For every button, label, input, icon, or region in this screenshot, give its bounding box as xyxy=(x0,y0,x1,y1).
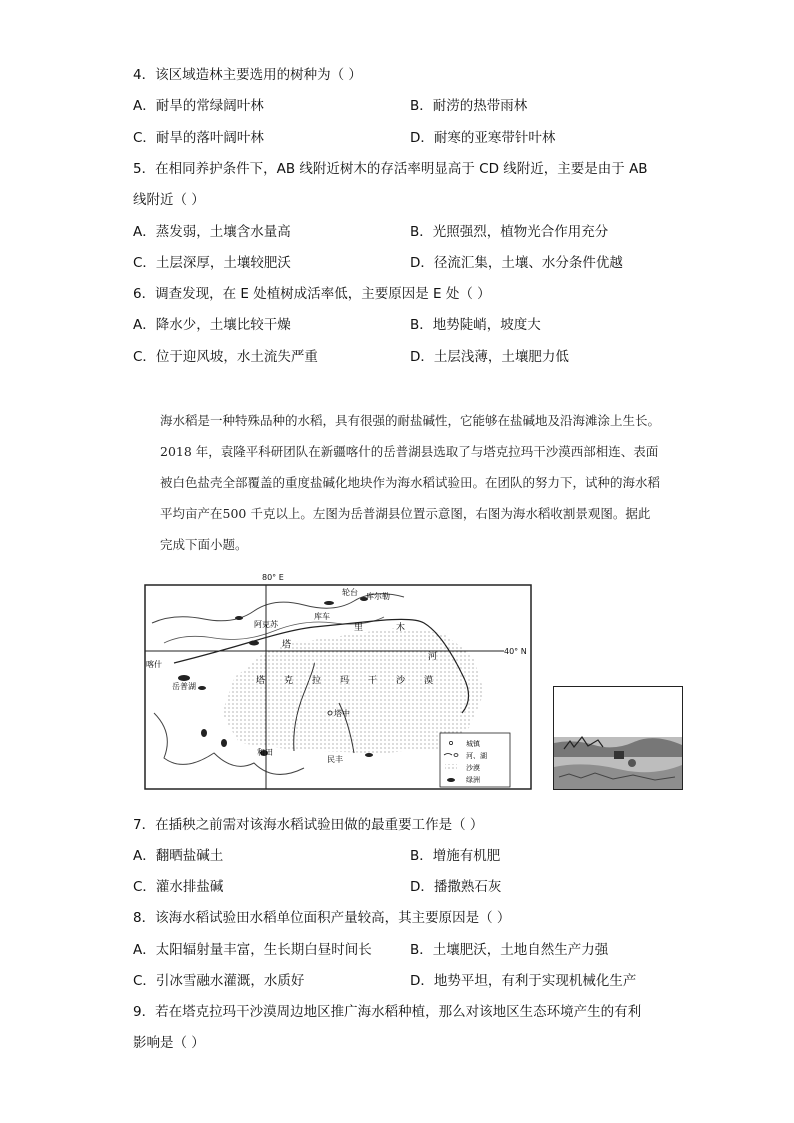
legend-desert-symbol xyxy=(445,764,457,769)
label-minfeng: 民丰 xyxy=(327,755,343,764)
q8-option-c: C．引冰雪融水灌溉，水质好 xyxy=(133,973,305,989)
q6-stem: 6．调查发现，在 E 处植树成活率低，主要原因是 E 处（ ） xyxy=(133,286,491,302)
label-tazhong: 塔中 xyxy=(334,709,350,718)
river-char-3: 木 xyxy=(396,623,406,633)
river-char-2: 里 xyxy=(354,623,364,633)
q6-option-a: A．降水少，土壤比较干燥 xyxy=(133,317,291,333)
q4-option-c: C．耐旱的落叶阔叶林 xyxy=(133,130,264,146)
q5-option-d: D．径流汇集，土壤、水分条件优越 xyxy=(410,255,623,271)
q7-option-b: B．增施有机肥 xyxy=(410,848,501,864)
q5-stem-line1: 5．在相同养护条件下，AB 线附近树木的存活率明显高于 CD 线附近，主要是由于 AB xyxy=(133,161,648,177)
label-yuepuhu: 岳普湖 xyxy=(172,682,196,691)
river-char-4: 河 xyxy=(428,652,438,662)
q4-option-a: A．耐旱的常绿阔叶林 xyxy=(133,98,264,114)
q5-option-c: C．土层深厚，土壤较肥沃 xyxy=(133,255,291,271)
legend-oasis: 绿洲 xyxy=(466,776,480,784)
q9-stem-line1: 9．若在塔克拉玛干沙漠周边地区推广海水稻种植，那么对该地区生态环境产生的有利 xyxy=(133,1004,642,1020)
q9-stem-line2: 影响是（ ） xyxy=(133,1035,205,1051)
desert-char-1: 塔 xyxy=(256,676,266,686)
label-luntai: 轮台 xyxy=(342,588,358,597)
q6-option-b: B．地势陡峭，坡度大 xyxy=(410,317,541,333)
q7-stem: 7．在插秧之前需对该海水稻试验田做的最重要工作是（ ） xyxy=(133,817,484,833)
desert-char-6: 沙 xyxy=(396,676,406,686)
legend-desert: 沙漠 xyxy=(466,764,480,772)
q5-option-b: B．光照强烈，植物光合作用充分 xyxy=(410,224,609,240)
q7-option-d: D．播撒熟石灰 xyxy=(410,879,502,895)
q8-stem: 8．该海水稻试验田水稻单位面积产量较高，其主要原因是（ ） xyxy=(133,910,511,926)
q7-option-c: C．灌水排盐碱 xyxy=(133,879,224,895)
legend-oasis-symbol xyxy=(447,778,455,782)
q5-stem-line2: 线附近（ ） xyxy=(133,192,205,208)
q4-option-b: B．耐涝的热带雨林 xyxy=(410,98,528,114)
q8-option-d: D．地势平坦，有利于实现机械化生产 xyxy=(410,973,637,989)
q4-stem: 4．该区域造林主要选用的树种为（ ） xyxy=(133,67,362,83)
label-kashi: 喀什 xyxy=(146,660,162,669)
q4-option-d: D．耐寒的亚寒带针叶林 xyxy=(410,130,556,146)
q6-option-c: C．位于迎风坡，水土流失严重 xyxy=(133,349,318,365)
harvest-photo xyxy=(553,686,683,790)
passage: 海水稻是一种特殊品种的水稻，具有很强的耐盐碱性，它能够在盐碱地及沿海滩涂上生长。2018 年，袁隆平科研团队在新疆喀什的岳普湖县选取了与塔克拉玛干沙漠西部相连、表面被白色盐壳全部覆盖的重度盐碱化地块作为海水稻试验田。在团队的努力下，试种的海水稻平均亩产在500 千克以上。左图为岳普湖县位置示意图，右图为海水稻收割景观图。据此完成下面小题。 xyxy=(160,413,661,552)
q5-option-a: A．蒸发弱，土壤含水量高 xyxy=(133,224,291,240)
lat-label: 40° N xyxy=(504,647,527,656)
desert-char-7: 漠 xyxy=(424,676,434,686)
map-legend xyxy=(440,733,510,787)
river-char-1: 塔 xyxy=(282,640,292,650)
desert-char-2: 克 xyxy=(284,676,294,686)
q7-option-a: A．翻晒盐碱土 xyxy=(133,848,224,864)
q8-option-a: A．太阳辐射量丰富，生长期白昼时间长 xyxy=(133,942,372,958)
lon-label: 80° E xyxy=(262,573,284,582)
legend-river: 河、湖 xyxy=(466,752,487,760)
desert-char-4: 玛 xyxy=(340,676,350,686)
desert-char-5: 干 xyxy=(368,676,378,686)
label-akesu: 阿克苏 xyxy=(254,620,278,629)
label-kuerle: 库尔勒 xyxy=(366,592,390,601)
label-hetian: 和田 xyxy=(257,748,273,757)
desert-char-3: 拉 xyxy=(312,676,322,686)
q8-option-b: B．土壤肥沃，土地自然生产力强 xyxy=(410,942,609,958)
location-map xyxy=(144,573,534,791)
q6-option-d: D．土层浅薄，土壤肥力低 xyxy=(410,349,569,365)
legend-town: 城镇 xyxy=(466,740,480,748)
label-kuche: 库车 xyxy=(314,612,330,621)
